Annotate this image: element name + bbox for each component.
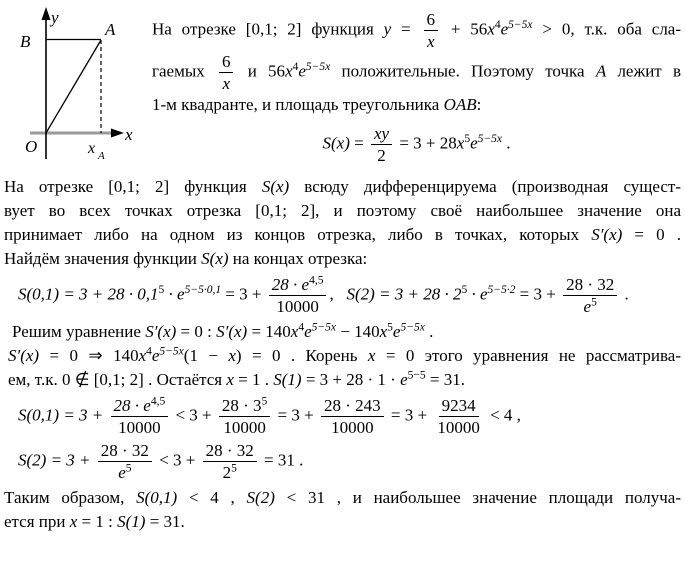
math-run: 28 · e [113, 396, 151, 415]
denominator: 10000 [118, 418, 161, 437]
text-run: = 3 + [515, 284, 561, 304]
math-func-Sprime: S′(x) [591, 225, 623, 244]
math-func-Sx: S(x) [201, 249, 229, 268]
line-remaining-root [4, 368, 681, 392]
math-var-e: e [304, 322, 312, 341]
superscript: 4 [292, 60, 299, 73]
math-func-Sx: S(x) [322, 133, 350, 153]
superscript: 5 [461, 283, 468, 296]
formula-endpoint-values [4, 275, 681, 316]
text-run: = 3 + [221, 284, 266, 304]
paragraph-line [4, 199, 681, 223]
text-run: = 140 [247, 322, 291, 341]
superscript: 5−5x [508, 18, 533, 31]
superscript: 5 [464, 132, 471, 145]
math-func-Sprime: S′(x) [8, 346, 40, 365]
triangle-diagram [4, 2, 142, 175]
denominator: 2 [377, 146, 386, 165]
text-run: = 3 + [386, 405, 432, 425]
text-run: ется при [4, 512, 70, 531]
math-var-e: e [151, 346, 160, 365]
paragraph-line [4, 486, 681, 510]
text-run: Решим уравнение [12, 322, 146, 341]
math-func-S01: S(0,1) [136, 488, 178, 507]
text-run: , [329, 284, 347, 304]
math-run: 2 [222, 463, 232, 482]
point-B-label: B [20, 32, 31, 51]
superscript: 4 [298, 321, 305, 334]
math-run: · e [467, 284, 488, 304]
paragraph-line [4, 223, 681, 247]
text-run: = 1 : [77, 512, 118, 531]
math-run: S(0,1) = 3 + [18, 405, 108, 425]
fraction-6-over-x [219, 52, 234, 93]
xA-subscript-label: A [98, 150, 105, 162]
fraction-9234-over-10000 [434, 396, 483, 437]
text-run: < 4 , [485, 405, 521, 425]
text-run: : [476, 95, 482, 114]
superscript: 4 [146, 345, 152, 358]
denominator: 10000 [331, 418, 374, 437]
text-run: положительные. Поэтому точка [330, 61, 596, 81]
y-axis-arrow-icon [42, 7, 51, 20]
math-var-OAB: OAB [443, 95, 477, 114]
math-var-x: x [69, 512, 78, 531]
paragraph-line [4, 247, 681, 271]
math-var-x: x [226, 370, 234, 389]
x-axis-arrow-icon [111, 129, 124, 138]
superscript: 5−5·2 [487, 283, 516, 296]
math-func-S1: S(1) [117, 512, 146, 531]
superscript: 5 [387, 321, 393, 334]
text-run: . [620, 284, 629, 304]
math-var-x: x [285, 61, 293, 81]
text-run: лежит в [606, 61, 681, 81]
superscript: 5−5x [400, 321, 425, 334]
text-run: принимает либо на одном из концов отрезка, либо в точках, которых [4, 225, 592, 244]
text-run: Найдём значения функции [4, 249, 202, 268]
fraction-28-35-over-10000 [219, 396, 270, 437]
math-var-e: e [500, 19, 509, 39]
fraction-6-over-x [424, 10, 439, 51]
text-run: = [349, 133, 368, 153]
text-run: всюду дифференцируема (производная сущест- [289, 177, 681, 196]
math-var-x: x [456, 133, 465, 153]
text-run: . [501, 133, 511, 153]
numerator: 6 [424, 10, 439, 31]
body-paragraph-differentiable [4, 175, 681, 271]
math-var-x: x [487, 19, 495, 39]
intro-line-3 [152, 94, 681, 116]
coordinate-plane-svg [4, 2, 142, 170]
math-func-Sprime: S′(x) [145, 322, 177, 341]
line-root-analysis [4, 344, 681, 368]
denominator: x [426, 32, 435, 51]
fraction-28e45-over-10000 [269, 275, 327, 316]
fraction-28e45-over-10000 [111, 396, 169, 437]
text-run: < 4 , [177, 488, 247, 507]
top-section [4, 2, 681, 175]
text-run: = 31. [145, 512, 185, 531]
text-run: − 140 [336, 322, 380, 341]
area-formula [152, 124, 681, 165]
superscript: 5 [231, 462, 237, 475]
text-run: + 56 [441, 19, 488, 39]
math-func-S1: S(1) [273, 370, 302, 389]
math-func-S2: S(2) [246, 488, 275, 507]
text-run: На отрезке [0,1; 2] функция [4, 177, 262, 196]
text-run: = 31. [425, 370, 465, 389]
text-run: вует во всех точках отрезка [0,1; 2], и поэтому своё наибольшее значение она [4, 201, 681, 220]
formula-s01-inequality [4, 396, 681, 437]
math-var-x: x [290, 322, 299, 341]
denominator [115, 462, 134, 482]
math-var-e: e [118, 463, 126, 482]
numerator: 6 [219, 52, 234, 73]
text-run: . [424, 322, 434, 341]
math-var-e: e [400, 370, 408, 389]
intro-line-2 [152, 52, 681, 93]
paragraph-line [4, 175, 681, 199]
math-var-A: A [595, 61, 607, 81]
math-func-Sprime: S′(x) [216, 322, 248, 341]
superscript: 5 [591, 296, 597, 309]
math-var-y: y [383, 19, 392, 39]
numerator: 28 · 32 [203, 441, 257, 462]
x-axis-label: x [125, 125, 133, 144]
text-run: , т.к. оба сла- [570, 19, 682, 39]
math-var-x: x [367, 346, 376, 365]
numerator: 9234 [439, 396, 479, 417]
text-run: < 3 + [154, 450, 200, 470]
superscript: 4 [494, 18, 501, 31]
denominator: 10000 [223, 418, 266, 437]
superscript: 5−5x [159, 345, 184, 358]
text-run: ) = 0 . Корень [235, 346, 368, 365]
math-run: 28 · e [271, 275, 310, 294]
superscript: 4,5 [150, 395, 166, 408]
denominator: 10000 [276, 297, 319, 316]
denominator: 10000 [437, 418, 480, 437]
superscript: 5−5·0,1 [184, 283, 222, 296]
superscript: 5 [158, 283, 165, 296]
math-var-e: e [470, 133, 478, 153]
segment-OA [46, 40, 101, 133]
fraction-xy-over-2 [371, 124, 392, 165]
denominator [220, 462, 240, 482]
text-run: На отрезке [0,1; 2] функция [152, 19, 384, 39]
fraction-2832-over-25 [203, 441, 257, 482]
math-var-x: x [138, 346, 147, 365]
text-run: = [391, 19, 421, 39]
fraction-28-243-over-10000 [321, 396, 384, 437]
text-run: ем, т.к. 0 ∉ [0,1; 2] . Остаётся [8, 370, 227, 389]
superscript: 5−5x [477, 132, 502, 145]
text-run: = 1 . [233, 370, 274, 389]
text-run: (1 − [183, 346, 229, 365]
text-run: = 0 : [176, 322, 217, 341]
numerator [219, 396, 270, 417]
text-run: = 3 + [273, 405, 318, 425]
superscript: 5−5 [407, 369, 426, 382]
paragraph-line [4, 510, 681, 534]
superscript: 5−5x [311, 321, 336, 334]
intro-paragraph [152, 2, 681, 167]
formula-s2-inequality [4, 441, 681, 482]
text-run: = 0 этого уравнения не рассматрива- [375, 346, 682, 365]
numerator [111, 396, 169, 417]
numerator: xy [371, 124, 392, 145]
point-A-label: A [105, 20, 116, 39]
y-axis-label: y [51, 8, 59, 27]
text-run: на концах отрезка: [228, 249, 368, 268]
text-run: = 3 + 28 · 1 · [301, 370, 401, 389]
text-run: и 56 [236, 61, 286, 81]
numerator: 28 · 32 [563, 275, 617, 296]
conclusion-paragraph [4, 486, 681, 534]
math-run: 28 · 3 [221, 396, 262, 415]
fraction-2832-over-e5 [98, 441, 152, 482]
origin-O-label: O [25, 137, 38, 156]
math-var-x: x [379, 322, 388, 341]
denominator [581, 296, 600, 316]
text-run: = 0 ⇒ 140 [39, 346, 139, 365]
math-var-e: e [298, 61, 306, 81]
math-run: S(2) = 3 + 28 · 2 [346, 284, 462, 304]
math-var-e: e [392, 322, 401, 341]
numerator [269, 275, 327, 296]
superscript: 5 [125, 462, 132, 475]
xA-label: x [88, 140, 96, 157]
text-run: = 31 . [259, 450, 304, 470]
superscript: 5−5x [305, 60, 331, 73]
text-run: > 0 [532, 19, 571, 39]
line-solve-equation [4, 320, 681, 344]
superscript: 4,5 [309, 274, 324, 287]
math-var-x: x [228, 346, 236, 365]
superscript: 5 [261, 395, 268, 408]
denominator: x [222, 74, 230, 93]
fraction-2832-over-e5 [563, 275, 617, 316]
math-run: S(0,1) = 3 + 28 · 0,1 [18, 284, 159, 304]
text-run: < 3 + [171, 405, 216, 425]
math-func-Sx: S(x) [261, 177, 290, 196]
text-run: = 3 + 28 [395, 133, 457, 153]
intro-line-1 [152, 10, 681, 51]
numerator: 28 · 32 [98, 441, 152, 462]
text-run: = 0 . [622, 225, 681, 244]
text-run: гаемых [152, 61, 216, 81]
math-var-e: e [583, 297, 592, 316]
math-run: · e [164, 284, 185, 304]
text-run: < 31 , и наибольшее значение площади получа- [274, 488, 681, 507]
text-run: Таким образом, [4, 488, 137, 507]
math-run: S(2) = 3 + [18, 450, 95, 470]
numerator: 28 · 243 [321, 396, 384, 417]
text-run: 1-м квадранте, и площадь треугольника [152, 95, 444, 114]
